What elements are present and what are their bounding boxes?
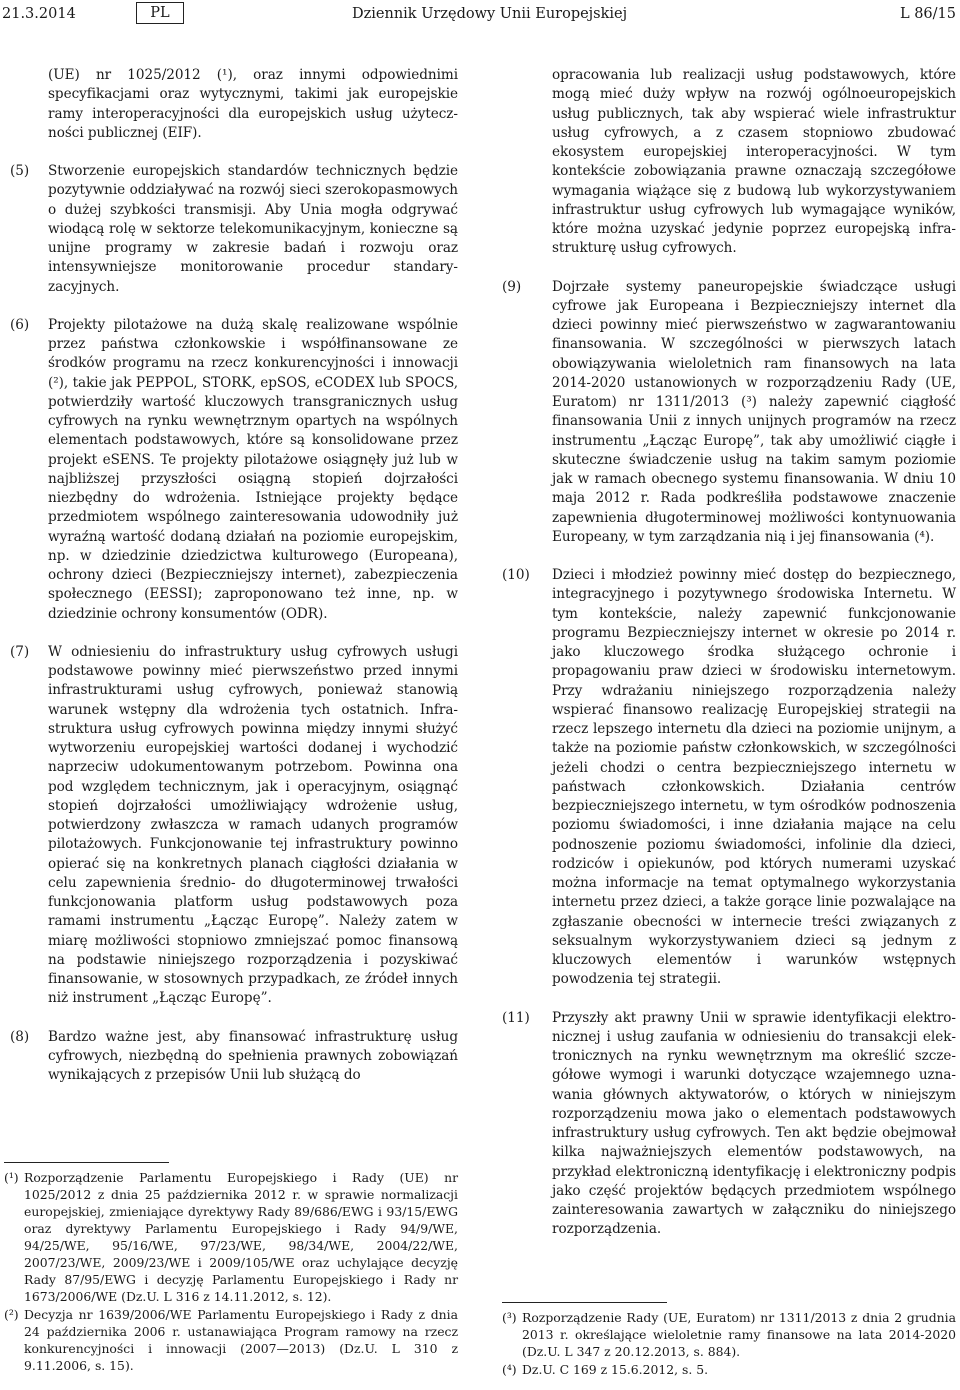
publication-date: 21.3.2014 [2,6,76,22]
journal-title: Dziennik Urzędowy Unii Europejskiej [352,6,628,22]
page-header [2,2,956,26]
recital-number: (5) [10,163,30,179]
recital-number: (11) [502,1009,530,1026]
recital-8 [10,1028,458,1086]
left-column [10,66,458,1104]
page-reference: L 86/15 [899,6,956,22]
recital-6 [10,316,458,624]
footnote-number: (³) [502,1310,517,1325]
recital-4-continuation [10,66,458,143]
footnote-text: Rozporządzenie Parlamentu Europejskiego i Rady (UE) nr 1025/2012 z dnia 25 października 2012 r. w sprawie normalizacji europejskiej, zmieniające dyrektywy Rady 89/686/EWG i 93/15/EWG oraz dyrektywy Parlamentu Europejskiego i Rady 94/9/WE, 94/25/WE, 95/16/WE, 97/23/WE, 98/34/WE, 2004/22/WE, 2007/23/WE, 2009/23/WE i 2009/105/WE oraz uchylające decyzję Rady 87/95/EWG i decyzję Parlamentu Europejskiego i Rady nr 1673/2006/WE (Dz.U. L 316 z 14.11.2012, s. 12). [24,1170,458,1304]
recital-5 [10,162,458,297]
recital-text: Stworzenie europejskich standardów technicznych będzie pozytywnie oddziaływać na rozwój sieci szerokopasmowych o dużej szybkości transmisji. Aby Unia mogła odgrywać wiodącą rolę w sektorze telekomunikacyjnym, konieczne są unijne programy w zakresie badań i rozwoju oraz intensywniejsze monitorowanie procedur standaryzacyjnych. [48,163,458,295]
footnote-number: (⁴) [502,1362,517,1377]
recital-text: Projekty pilotażowe na dużą skalę realizowane wspólnie przez państwa członkowskie i współfinansowane ze środków programu na rzecz konkurencyjności i innowacji (²), takie jak PEPPOL, STORK, epSOS, eCODEX lub SPOCS, potwierdziły wartość kluczowych transgranicznych usług cyfrowych na rynku wewnętrznym opartych na wspólnych elementach podstawowych, które są konsolidowane przez projekt eSENS. Te projekty pilotażowe osiągnęły już lub w najbliższej przyszłości osiągną stopień dojrzałości niezbędny do wdrożenia. Istniejące projekty będące przedmiotem wspólnego zainteresowania udowodniły już wyraźną wartość dodaną działań na poziomie europejskim, np. w dziedzinie dziedzictwa kulturowego (Europeana), ochrony dzieci (Bezpieczniejszy internet), zabezpieczenia społecznego (EESSI); zaproponowano też inne, np. w dziedzinie ochrony konsumentów (ODR). [48,316,458,622]
recital-10 [502,566,956,990]
recital-number: (9) [502,278,522,295]
recital-number: (8) [10,1028,30,1045]
recital-7 [10,643,458,1009]
language-badge: PL [136,2,184,24]
footnote-3 [502,1309,956,1360]
footnote-text: Rozporządzenie Rady (UE, Euratom) nr 1311/2013 z dnia 2 grudnia 2013 r. określające wieloletnie ramy finansowe na lata 2014-2020 (Dz.U. L 347 z 20.12.2013, s. 884). [522,1310,956,1359]
footnote-number: (²) [4,1307,19,1322]
footnote-text: Dz.U. C 169 z 15.6.2012, s. 5. [522,1362,709,1377]
recital-text: (UE) nr 1025/2012 (¹), oraz innymi odpowiednimi specyfikacjami oraz wytycznymi, takimi jak europejskie ramy interoperacyjności dla europejskich usług użyteczności publicznej (EIF). [48,67,458,141]
recital-text: W odniesieniu do infrastruktury usług cyfrowych usługi podstawowe powinny mieć pierwszeństwo przed innymi infrastrukturami usług cyfrowych, ponieważ stanowią warunek wstępny dla wdrożenia tych ostatnich. Infrastruktura usług cyfrowych powinna między innymi służyć wytworzeniu europejskiej wartości dodanej i wychodzić naprzeciw udokumentowanym potrzebom. Powinna ona pod względem technicznym, jak i operacyjnym, osiągnąć stopień dojrzałości umożliwiający wdrożenie usług, potwierdzony zwłaszcza w ramach udanych programów pilotażowych. Funkcjonowanie tej infrastruktury powinno opierać się na konkretnych planach ciągłości działania w celu zapewnienia średnio- do długoterminowej trwałości funkcjonowania platform usług podstawowych poza ramami instrumentu „Łącząc Europę”. Należy zatem w miarę możliwości stopniowo zmniejszać pomoc finansową na podstawie niniejszego rozporządzenia i pozyskiwać finansowanie, w stosownych przypadkach, ze źródeł innych niż instrument „Łącząc Europę”. [48,643,458,1007]
recital-number: (7) [10,643,30,660]
footnote-number: (¹) [4,1170,19,1185]
recital-text: Dzieci i młodzież powinny mieć dostęp do bezpiecznego, integracyjnego i pozytywnego środowiska Internetu. W tym kontekście, należy zapewnić funkcjonowanie programu Bezpieczniejszy internet w okresie po 2014 r. jako kluczowego środka służącego ochronie i propagowaniu praw dzieci w środowisku internetowym. Przy wdrażaniu niniejszego rozporządzenia należy wspierać finansowo realizację Europejskiej strategii na rzecz lepszego internetu dla dzieci na poziomie unijnym, a także na poziomie państw członkowskich, w szczególności jeżeli chodzi o centra bezpieczniejszego internetu w państwach członkowskich. Działania centrów bezpieczniejszego internetu, w tym ośrodków podnoszenia poziomu świadomości, i inne działania mające na celu podnoszenie poziomu świadomości, infolinie dla dzieci, rodziców i opiekunów, pod których numerami uzyskać można informacje na temat optymalnego wykorzystania internetu przez dzieci, a także gorące linie pozwalające na zgłaszanie obecności w internecie treści związanych z seksualnym wykorzystywaniem dzieci są jednym z kluczowych elementów i warunków wstępnych powodzenia tej strategii. [552,567,956,988]
recital-text: opracowania lub realizacji usług podstawowych, które mogą mieć duży wpływ na rozwój ogólnoeuropejskich usług publicznych, tak aby wspierać wiele infrastruktur usług cyfrowych, a z czasem stopniowo zbudować ekosystem europejskiej interoperacyjności. W tym kontekście zobowiązania prawne oznaczają szczegółowe wymagania wiążące się z budową lub wykorzystywaniem infrastruktur usług cyfrowych lub wymagające wyników, które można uzyskać jedynie poprzez europejską infrastrukturę usług cyfrowych. [552,67,956,257]
recital-number: (10) [502,567,530,583]
footnote-text: Decyzja nr 1639/2006/WE Parlamentu Europejskiego i Rady z dnia 24 października 2006 r. ustanawiająca Program ramowy na rzecz konkurencyjności i innowacji (2007—2013) (Dz.U. L 310 z 9.11.2006, s. 15). [24,1307,458,1373]
footnote-4 [502,1361,956,1378]
recital-text: Dojrzałe systemy paneuropejskie świadczące usługi cyfrowe jak Europeana i Bezpieczniejszy internet dla dzieci powinny mieć pierwszeństwo w zagwarantowaniu finansowania. W szczególności w pierwszych latach obowiązywania wieloletnich ram finansowych na lata 2014-2020 ustanowionych w rozporządzeniu Rady (UE, Euratom) nr 1311/2013 (³) należy zapewnić ciągłość finansowania Unii z innych unijnych programów na rzecz instrumentu „Łącząc Europę”, tak aby umożliwić ciągłe i skuteczne świadczenie usług na takim samym poziomie jak w ramach obecnego systemu finansowania. W dniu 10 maja 2012 r. Rada podkreśliła podstawowe znaczenie zapewnienia długoterminowej możliwości kontynuowania Europeany, w tym zarządzania nią i jej finansowania (⁴). [552,278,956,545]
recital-8-continuation [502,66,956,259]
recital-11 [502,1009,956,1240]
recital-text: Bardzo ważne jest, aby finansować infrastrukturę usług cyfrowych, niezbędną do spełnienia prawnych zobowiązań wynikających z przepisów Unii lub służącą do [48,1028,458,1083]
footnote-divider [4,1162,169,1163]
footnote-1 [4,1169,458,1305]
footnotes-right [502,1302,956,1379]
recital-text: Przyszły akt prawny Unii w sprawie identyfikacji elektronicznej i usług zaufania w odniesieniu do transakcji elektronicznych na rynku wewnętrznym ma określić szczegółowe wymogi i warunki dotyczące wzajemnego uznawania głównych aktywatorów, o których w niniejszym rozporządzeniu mowa jako o elementach podstawowych infrastruktury usług cyfrowych. Ten akt będzie obejmował kilka najważniejszych elementów podstawowych, na przykład elektroniczną identyfikację i elektroniczny podpis jako część projektów będących przedmiotem wspólnego zainteresowania zawartych w załączniku do niniejszego rozporządzenia. [552,1009,956,1238]
footnotes-left [4,1162,458,1375]
recital-9 [502,278,956,548]
footnote-2 [4,1306,458,1374]
footnote-divider [502,1302,667,1303]
recital-number: (6) [10,316,30,333]
right-column [502,66,956,1259]
